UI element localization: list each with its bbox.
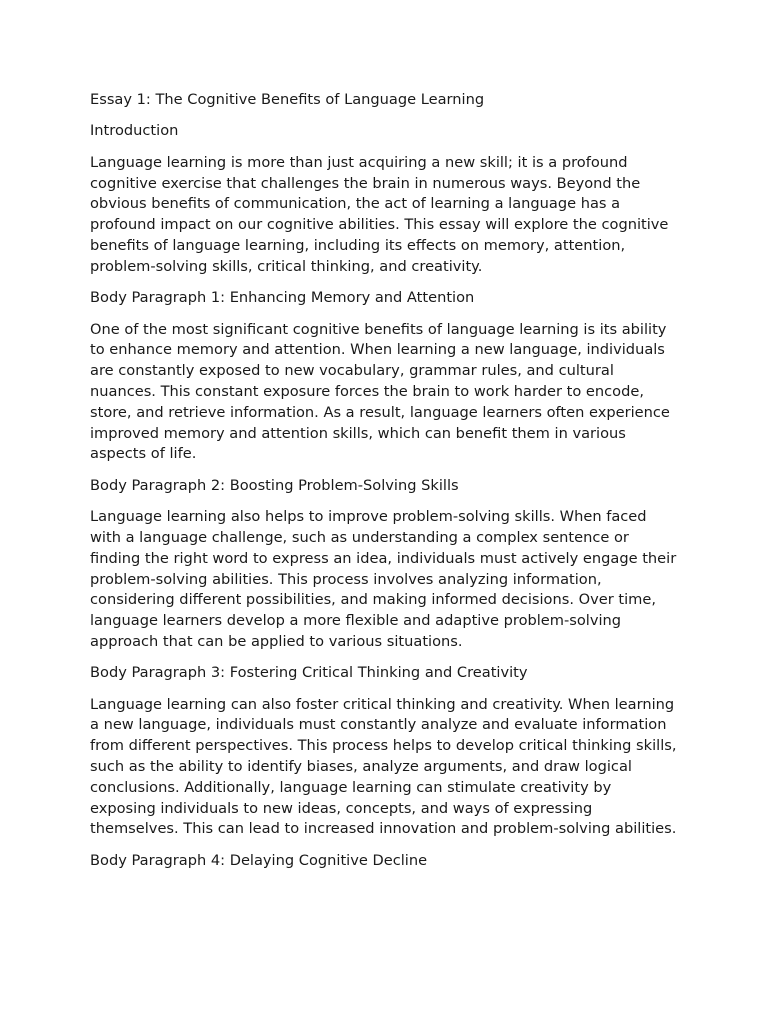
paragraph-introduction: Language learning is more than just acquiring a new skill; it is a profound cognitive exercise that challenges the brain in numerous ways. Beyond the obvious benefits of communication, the act of learning a language has a profound impact on our cognitive abilities. This essay will explore the cognitive benefits of language learning, including its effects on memory, attention, problem-solving skills, critical thinking, and creativity.	[90, 153, 669, 275]
paragraph-body-3: Language learning can also foster critical thinking and creativity. When learning a new language, individuals must constantly analyze and evaluate information from different perspectives. This process helps to develop critical thinking skills, such as the ability to identify biases, analyze arguments, and draw logical conclusions. Additionally, language learning can stimulate creativity by exposing individuals to new ideas, concepts, and ways of expressing themselves. This can lead to increased innovation and problem-solving abilities.	[90, 695, 677, 838]
paragraph-body-2: Language learning also helps to improve problem-solving skills. When faced with a language challenge, such as understanding a complex sentence or finding the right word to express an idea, individuals must actively engage their problem-solving abilities. This process involves analyzing information, considering different possibilities, and making informed decisions. Over time, language learners develop a more flexible and adaptive problem-solving approach that can be applied to various situations.	[90, 508, 677, 650]
section-heading-body-4: Body Paragraph 4: Delaying Cognitive Decline	[90, 851, 428, 869]
section-heading-introduction: Introduction	[90, 122, 179, 140]
section-heading-body-1: Body Paragraph 1: Enhancing Memory and Attention	[90, 289, 475, 307]
document-title: Essay 1: The Cognitive Benefits of Language Learning	[90, 91, 485, 108]
paragraph-body-1: One of the most significant cognitive benefits of language learning is its ability to enhance memory and attention. When learning a new language, individuals are constantly exposed to new vocabulary, grammar rules, and cultural nuances. This constant exposure forces the brain to work harder to encode, store, and retrieve information. As a result, language learners often experience improved memory and attention skills, which can benefit them in various aspects of life.	[90, 320, 670, 463]
section-heading-body-3: Body Paragraph 3: Fostering Critical Thinking and Creativity	[90, 664, 528, 682]
section-heading-body-2: Body Paragraph 2: Boosting Problem-Solving Skills	[90, 476, 459, 494]
document-page	[90, 90, 680, 882]
